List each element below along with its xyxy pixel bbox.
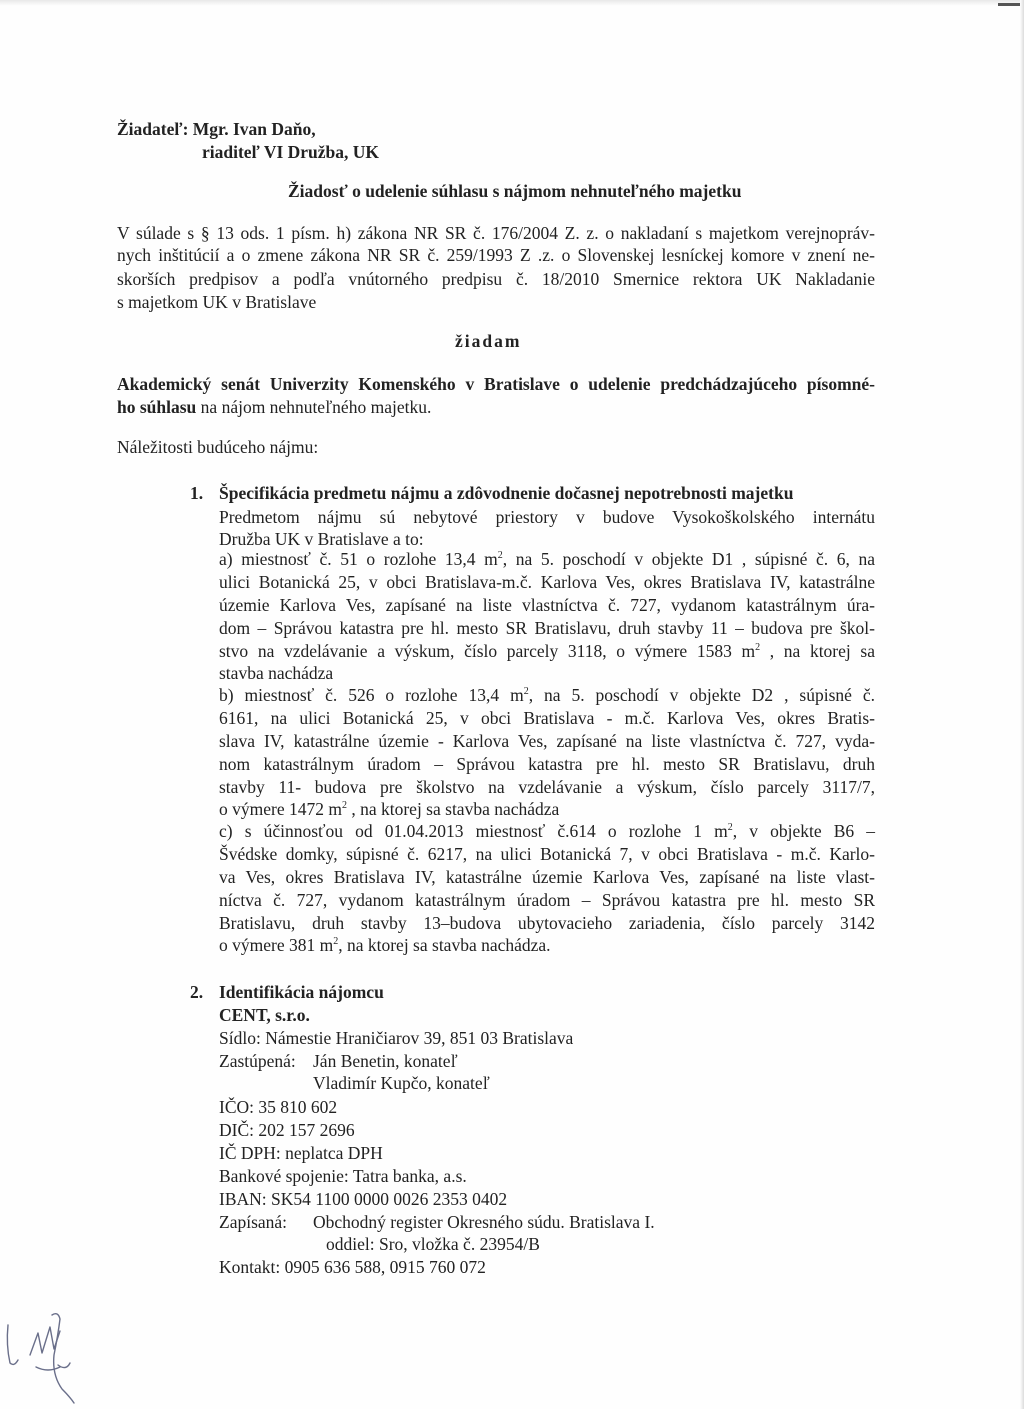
registered-detail: oddiel: Sro, vložka č. 23954/B — [326, 1234, 540, 1254]
section1-line: Predmetom nájmu sú nebytové priestory v budove Vysokoškolského internátu — [219, 507, 875, 527]
section1-line: nom katastrálnym úradom – Správou katastra pre hl. mesto SR Bratislavu, druh — [219, 754, 875, 774]
section1-line: o výmere 1472 $m^2$ , na ktorej sa stavba nachádza — [219, 799, 560, 819]
tenant-bank: Bankové spojenie: Tatra banka, a.s. — [219, 1166, 467, 1186]
applicant-role: riaditeľ VI Družba, UK — [202, 142, 380, 162]
section1-heading: Špecifikácia predmetu nájmu a zdôvodnenie dočasnej nepotrebnosti majetku — [219, 483, 794, 503]
intro-line: skorších predpisov a podľa vnútorného predpisu č. 18/2010 Smernice rektora UK Nakladanie — [117, 269, 875, 289]
section1-line: dom – Správou katastra pre hl. mesto SR Bratislavu, druh stavby 11 – budova pre škol- — [219, 618, 875, 638]
senate-consent: ho súhlasu — [117, 397, 197, 417]
representative-2: Vladimír Kupčo, konateľ — [313, 1073, 490, 1093]
section1-line: stvo na vzdelávanie a výskum, číslo parcely 3118, o výmere 1583 $m^2$ , na ktorej sa — [219, 641, 875, 661]
section1-line: stavba nachádza — [219, 663, 334, 683]
section1-line: Bratislavu, druh stavby 13–budova ubytovacieho zariadenia, číslo parcely 3142 — [219, 913, 875, 933]
intro-line: nych inštitúcií a o zmene zákona NR SR č. 259/1993 Z .z. o Slovenskej lesníckej komore v znení ne- — [117, 245, 875, 265]
senate-rest: na nájom nehnuteľného majetku. — [196, 397, 432, 417]
request-word: žiadam — [455, 331, 522, 351]
tenant-iban: IBAN: SK54 1100 0000 0026 2353 0402 — [219, 1189, 508, 1209]
applicant-name: Mgr. Ivan Daňo, — [192, 119, 316, 139]
section1-line: b) miestnosť č. 526 o rozlohe 13,4 $m^2$, na 5. poschodí v objekte D2 , súpisné č. — [219, 685, 876, 705]
represented-label: Zastúpená: — [219, 1051, 296, 1071]
handwritten-initials — [0, 1305, 110, 1405]
senate-line-2 — [117, 396, 431, 418]
intro-line: s majetkom UK v Bratislave — [117, 292, 317, 312]
section1-line: va Ves, okres Bratislava IV, katastrálne územie Karlova Ves, zapísané na liste vlast- — [219, 867, 875, 887]
representative-1: Ján Benetin, konateľ — [313, 1051, 458, 1071]
section1-line: o výmere 381 $m^2$, na ktorej sa stavba nachádza. — [219, 935, 551, 955]
tenant-contact: Kontakt: 0905 636 588, 0915 760 072 — [219, 1257, 486, 1277]
section1-line: a) miestnosť č. 51 o rozlohe 13,4 $m^2$, na 5. poschodí v objekte D1 , súpisné č. 6, na — [219, 549, 876, 569]
senate-line: Akademický senát Univerzity Komenského v Bratislave o udelenie predchádzajúceho písomné- — [117, 374, 875, 394]
registered-value: Obchodný register Okresného súdu. Bratislava I. — [313, 1212, 655, 1232]
registered-label: Zapísaná: — [219, 1212, 288, 1232]
tenant-ico: IČO: 35 810 602 — [219, 1097, 338, 1117]
section1-line: slava IV, katastrálne územie - Karlova Ves, zapísané na liste vlastníctva č. 727, vyda- — [219, 731, 875, 751]
applicant-label: Žiadateľ: — [117, 119, 189, 139]
section2-heading: Identifikácia nájomcu — [219, 982, 384, 1002]
intro-line: V súlade s § 13 ods. 1 písm. h) zákona NR SR č. 176/2004 Z. z. o nakladaní s majetkom verejnopráv- — [117, 223, 875, 243]
section2-number: 2. — [190, 982, 204, 1002]
section1-line: Švédske domky, súpisné č. 6217, na ulici Botanická 7, v obci Bratislava - m.č. Karlo- — [219, 844, 875, 864]
section1-line: níctva č. 727, vydanom katastrálnym úradom – Správou katastra pre hl. mesto SR — [219, 890, 875, 910]
document-title: Žiadosť o udelenie súhlasu s nájmom nehnuteľného majetku — [288, 181, 742, 201]
section1-line: stavby 11- budova pre školstvo na vzdelávanie a výskum, číslo parcely 3117/7, — [219, 777, 875, 797]
section1-line: územie Karlova Ves, zapísané na liste vlastníctva č. 727, vydanom katastrálnym úra- — [219, 595, 875, 615]
section1-line: 6161, na ulici Botanická 25, v obci Bratislava - m.č. Karlova Ves, okres Bratis- — [219, 708, 875, 728]
section1-line: ulici Botanická 25, v obci Bratislava-m.č. Karlova Ves, okres Bratislava IV, katastrálne — [219, 572, 875, 592]
requisites-label: Náležitosti budúceho nájmu: — [117, 437, 319, 457]
scan-edge — [0, 0, 1024, 6]
section1-line: c) s účinnosťou od 01.04.2013 miestnosť č.614 o rozlohe 1 $m^2$, v objekte B6 – — [219, 821, 875, 841]
tenant-seat: Sídlo: Námestie Hraničiarov 39, 851 03 Bratislava — [219, 1028, 574, 1048]
section1-number: 1. — [190, 483, 204, 503]
section1-line: Družba UK v Bratislave a to: — [219, 529, 424, 549]
scan-edge-right — [1020, 0, 1024, 1409]
applicant-line — [117, 118, 316, 140]
tenant-company: CENT, s.r.o. — [219, 1005, 310, 1025]
tenant-ic-dph: IČ DPH: neplatca DPH — [219, 1143, 383, 1163]
tenant-dic: DIČ: 202 157 2696 — [219, 1120, 355, 1140]
